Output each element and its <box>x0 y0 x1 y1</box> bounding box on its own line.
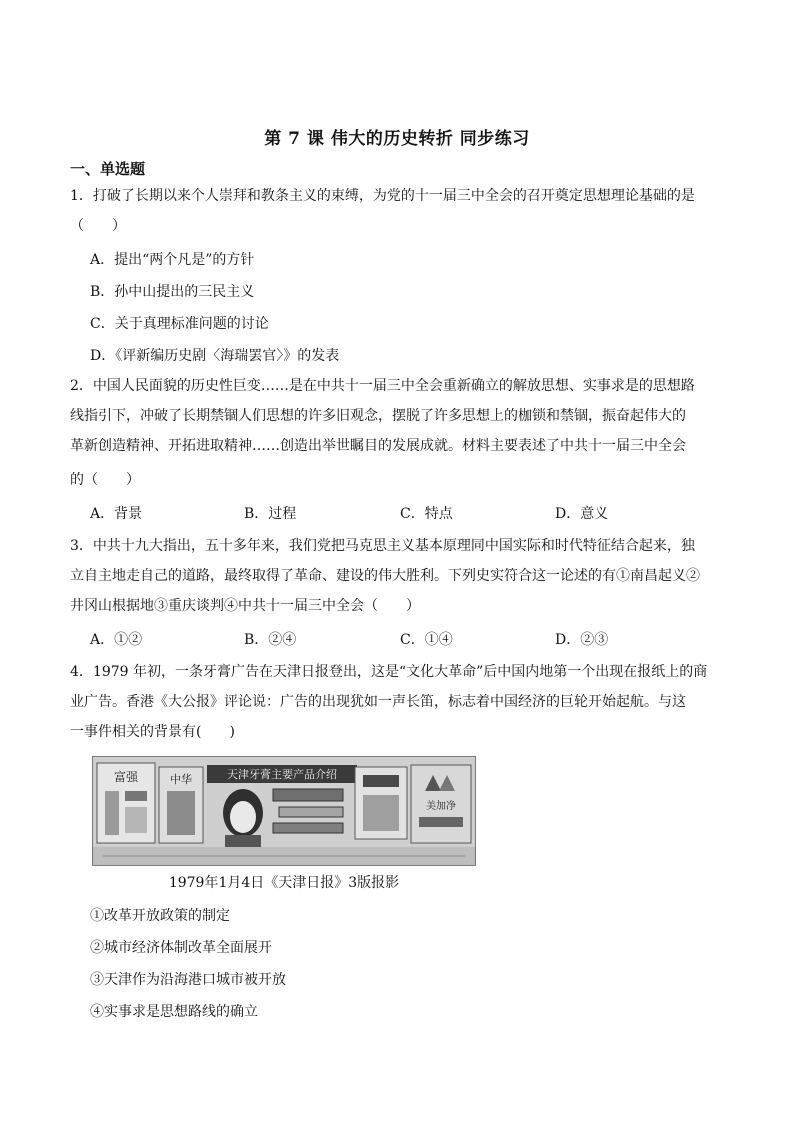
q2-line-3: 革新创造精神、开拓进取精神……创造出举世瞩目的发展成就。材料主要表述了中共十一届三中全会 <box>70 438 686 454</box>
q2-option-c: C．特点 <box>400 506 453 522</box>
ad-banner-text: 天津牙膏主要产品介绍 <box>227 768 337 781</box>
ad-brand-2: 中华 <box>170 773 192 786</box>
q2-option-a: A．背景 <box>90 506 143 522</box>
q3-line-3: 井冈山根据地③重庆谈判④中共十一届三中全会（ ） <box>70 598 420 614</box>
q2-line-1: 2．中国人民面貌的历史性巨变……是在中共十一届三中全会重新确立的解放思想、实事求是的思想路 <box>70 378 695 394</box>
newspaper-ad-illustration <box>93 757 475 865</box>
q4-statement-4: ④实事求是思想路线的确立 <box>90 1004 258 1020</box>
q2-option-d: D．意义 <box>555 506 609 522</box>
ad-brand-1: 富强 <box>113 770 139 784</box>
q2-line-2: 线指引下，冲破了长期禁锢人们思想的许多旧观念，摆脱了许多思想上的枷锁和禁锢，振奋起伟大的 <box>70 408 686 424</box>
q4-statement-2: ②城市经济体制改革全面展开 <box>90 940 272 956</box>
q4-line-3: 一事件相关的背景有( ) <box>70 724 235 740</box>
q4-statement-3: ③天津作为沿海港口城市被开放 <box>90 972 286 988</box>
q1-line-2: （ ） <box>70 218 126 234</box>
section-heading: 一、单选题 <box>70 160 146 178</box>
image-caption: 1979年1月4日《天津日报》3版报影 <box>168 875 400 891</box>
q4-statement-1: ①改革开放政策的制定 <box>90 908 230 924</box>
q4-line-1: 4．1979 年初，一条牙膏广告在天津日报登出，这是“文化大革命”后中国内地第一个出现在报纸上的商 <box>70 664 708 680</box>
ad-brand-4: 美加净 <box>426 801 456 812</box>
q3-option-d: D．②③ <box>555 632 609 648</box>
q3-option-a: A．①② <box>90 632 143 648</box>
q1-option-d: D．《评新编历史剧〈海瑞罢官〉》的发表 <box>90 348 340 364</box>
q4-line-2: 业广告。香港《大公报》评论说：广告的出现犹如一声长笛，标志着中国经济的巨轮开始起航。与这 <box>70 694 686 710</box>
q1-option-b: B．孙中山提出的三民主义 <box>90 284 255 300</box>
q1-option-c: C．关于真理标准问题的讨论 <box>90 316 269 332</box>
q3-line-1: 3．中共十九大指出，五十多年来，我们党把马克思主义基本原理同中国实际和时代特征结合起来，独 <box>70 538 695 554</box>
q1-option-a: A．提出“两个凡是”的方针 <box>90 252 255 268</box>
q2-line-4: 的（ ） <box>70 472 140 488</box>
q3-option-b: B．②④ <box>244 632 297 648</box>
q3-option-c: C．①④ <box>400 632 453 648</box>
q2-option-b: B．过程 <box>244 506 297 522</box>
page-title: 第 7 课 伟大的历史转折 同步练习 <box>264 129 530 149</box>
q1-line-1: 1．打破了长期以来个人崇拜和教条主义的束缚，为党的十一届三中全会的召开奠定思想理论基础的是 <box>70 188 695 204</box>
q3-line-2: 立自主地走自己的道路，最终取得了革命、建设的伟大胜利。下列史实符合这一论述的有①南昌起义② <box>70 568 700 584</box>
newspaper-ad-photo <box>92 756 476 866</box>
